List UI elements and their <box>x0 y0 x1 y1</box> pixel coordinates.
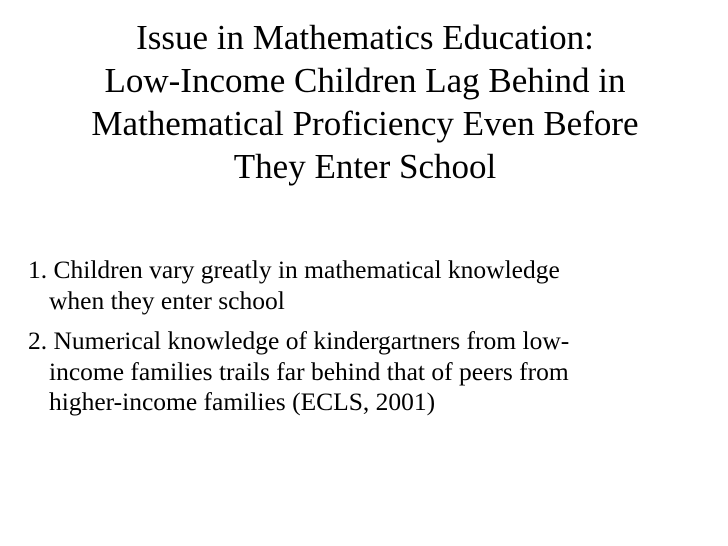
bullet-point-1 <box>28 255 728 316</box>
bullet-list <box>28 255 728 428</box>
bullet-point-2 <box>28 326 728 418</box>
title-line: They Enter School <box>233 147 497 186</box>
bullet-text-line: income families trails far behind that of peers from <box>49 356 569 386</box>
bullet-text-line: 2. Numerical knowledge of kindergartners from low- <box>28 326 570 355</box>
title-line: Low-Income Children Lag Behind in <box>104 61 626 100</box>
bullet-text-line: 1. Children vary greatly in mathematical knowledge <box>28 255 560 284</box>
title-line: Issue in Mathematics Education: <box>136 18 594 57</box>
title-line: Mathematical Proficiency Even Before <box>91 104 639 143</box>
slide-title <box>20 16 710 188</box>
bullet-text-line: when they enter school <box>49 285 285 315</box>
bullet-text-line: higher-income families (ECLS, 2001) <box>49 387 436 416</box>
